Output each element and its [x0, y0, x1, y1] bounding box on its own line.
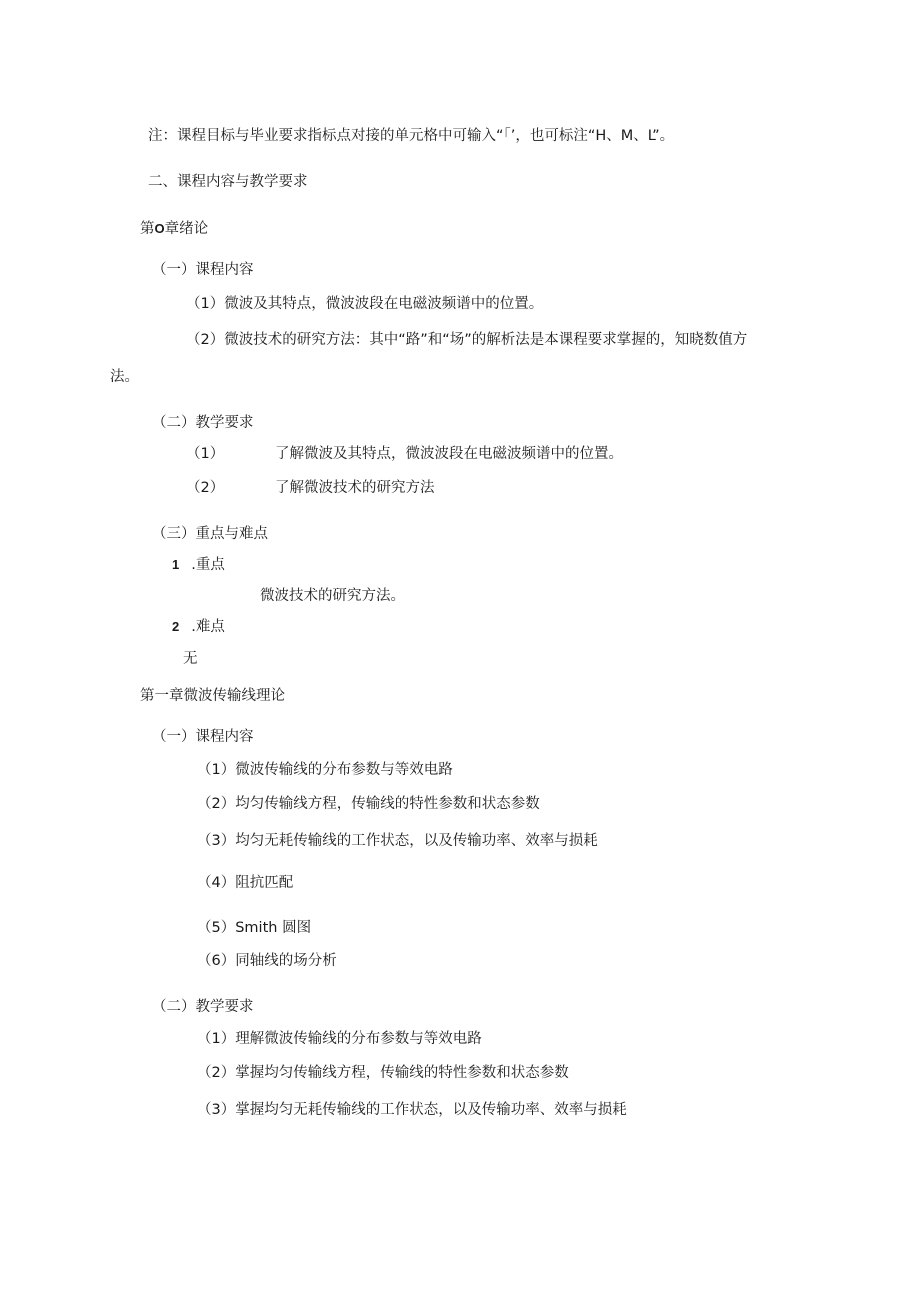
chapter-0-content-item-2: （2）微波技术的研究方法：其中“路”和“场”的解析法是本课程要求掌握的，知晓数值方 — [186, 332, 748, 348]
diff-label-text: .难点 — [191, 619, 225, 635]
chapter-1-req-item-3: （3）掌握均匀无耗传输线的工作状态，以及传输功率、效率与损耗 — [197, 1102, 627, 1118]
diff-label-number: 2 — [172, 619, 180, 634]
chapter-0-title-number: O — [154, 221, 165, 236]
chapter-1-content-item-5: （5）Smith 圆图 — [197, 920, 312, 936]
chapter-0-diff-label — [172, 617, 225, 637]
chapter-0-content-item-1: （1）微波及其特点，微波波段在电磁波频谱中的位置。 — [186, 296, 544, 312]
table-note: 注：课程目标与毕业要求指标点对接的单元格中可输入“「’，也可标注“H、M、L”。 — [148, 128, 675, 144]
section-title: 二、课程内容与教学要求 — [148, 174, 308, 190]
chapter-0-title — [140, 219, 208, 239]
chapter-0-diff-text: 无 — [183, 651, 198, 667]
chapter-0-req-heading: （二）教学要求 — [152, 415, 254, 431]
chapter-0-content-heading: （一）课程内容 — [152, 262, 254, 278]
chapter-0-req-item-2-text: 了解微波技术的研究方法 — [275, 480, 435, 496]
chapter-0-key-heading: （三）重点与难点 — [152, 526, 268, 542]
chapter-1-content-item-4: （4）阻抗匹配 — [197, 875, 294, 891]
chapter-1-req-item-2: （2）掌握均匀传输线方程，传输线的特性参数和状态参数 — [197, 1065, 569, 1081]
chapter-1-content-item-2: （2）均匀传输线方程，传输线的特性参数和状态参数 — [197, 796, 540, 812]
key-label-number: 1 — [172, 557, 180, 572]
chapter-0-req-item-1-num: （1） — [186, 446, 225, 462]
chapter-0-content-item-2-cont: 法。 — [110, 369, 139, 385]
chapter-1-content-item-1: （1）微波传输线的分布参数与等效电路 — [197, 762, 453, 778]
chapter-1-content-item-3: （3）均匀无耗传输线的工作状态，以及传输功率、效率与损耗 — [197, 833, 598, 849]
key-label-text: .重点 — [191, 557, 225, 573]
chapter-1-content-item-6: （6）同轴线的场分析 — [197, 953, 337, 969]
chapter-0-key-text: 微波技术的研究方法。 — [260, 588, 405, 604]
chapter-0-req-item-1-text: 了解微波及其特点，微波波段在电磁波频谱中的位置。 — [275, 446, 623, 462]
chapter-1-req-item-1: （1）理解微波传输线的分布参数与等效电路 — [197, 1031, 482, 1047]
chapter-0-key-label — [172, 555, 225, 575]
chapter-1-req-heading: （二）教学要求 — [152, 999, 254, 1015]
chapter-0-title-suffix: 章绪论 — [164, 221, 209, 237]
chapter-1-content-heading: （一）课程内容 — [152, 729, 254, 745]
chapter-0-title-prefix: 第 — [140, 221, 155, 237]
chapter-0-req-item-2-num: （2） — [186, 480, 225, 496]
chapter-1-title: 第一章微波传输线理论 — [140, 688, 285, 704]
